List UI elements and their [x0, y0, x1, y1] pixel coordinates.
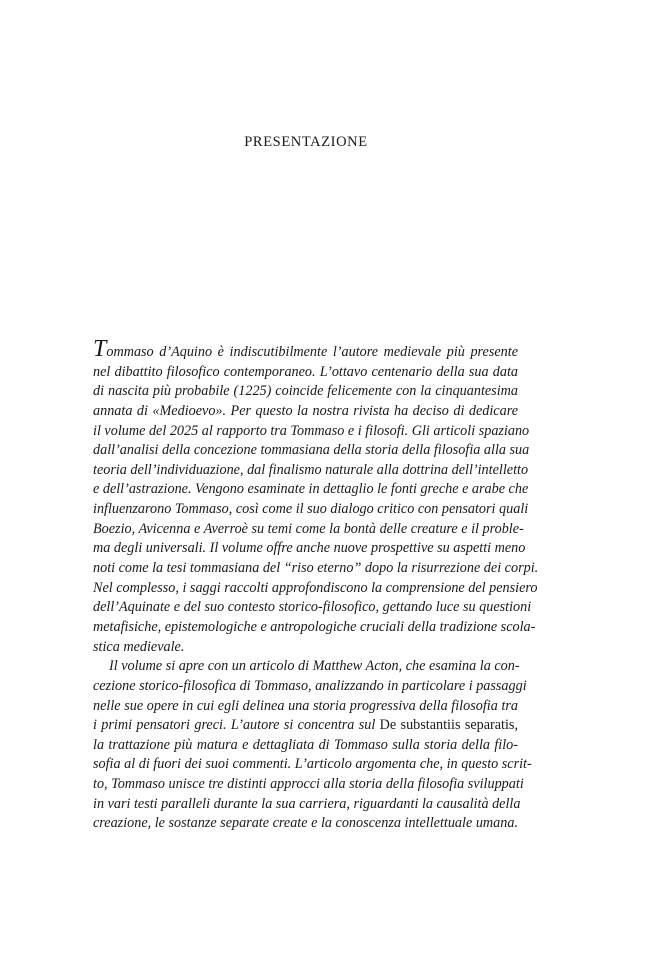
paragraph-1-line: Boezio, Avicenna e Averroè su temi come la bontà delle creature e il proble- — [93, 520, 524, 537]
paragraph-1-line: noti come la tesi tommasiana del “riso eterno” dopo la risurrezione dei corpi. — [93, 560, 539, 577]
paragraph-1-line: Tommaso d’Aquino è indiscutibilmente l’autore medievale più presente — [93, 336, 518, 362]
paragraph-1-line: influenzarono Tommaso, così come il suo dialogo critico con pensatori quali — [93, 501, 529, 518]
paragraph-1-line: dall’analisi della concezione tommasiana della storia della filosofia alla sua — [93, 442, 530, 459]
paragraph-2-line: creazione, le sostanze separate create e la conoscenza intellettuale umana. — [93, 815, 518, 832]
page-title: PRESENTAZIONE — [244, 134, 368, 150]
paragraph-1-line: ma degli universali. Il volume offre anche nuove prospettive su aspetti meno — [93, 540, 526, 557]
drop-cap: T — [93, 336, 107, 362]
paragraph-2-line: in vari testi paralleli durante la sua carriera, riguardanti la causalità della — [93, 795, 521, 812]
paragraph-2-line: to, Tommaso unisce tre distinti approcci alla storia della filosofia sviluppati — [93, 776, 524, 793]
paragraph-1-line: dell’Aquinate e del suo contesto storico-filosofico, gettando luce su questioni — [93, 599, 532, 616]
paragraph-1-line: di nascita più probabile (1225) coincide felicemente con la cinquantesima — [93, 383, 518, 400]
paragraph-1-line: stica medievale. — [93, 638, 185, 655]
paragraph-2-line: Il volume si apre con un articolo di Matthew Acton, che esamina la con- — [109, 658, 520, 675]
paragraph-2-line: sofia al di fuori dei suoi commenti. L’articolo argomenta che, in questo scrit- — [93, 756, 532, 773]
paragraph-1-line: teoria dell’individuazione, dal finalismo naturale alla dottrina dell’intelletto — [93, 461, 529, 478]
paragraph-2-line: i primi pensatori greci. L’autore si concentra sul De substantiis separatis, — [93, 717, 518, 734]
paragraph-1-line: annata di «Medioevo». Per questo la nostra rivista ha deciso di dedicare — [93, 402, 518, 419]
paragraph-2-line: nelle sue opere in cui egli delinea una storia progressiva della filosofia tra — [93, 697, 518, 714]
paragraph-2-line: cezione storico-filosofica di Tommaso, analizzando in particolare i passaggi — [93, 677, 527, 694]
paragraph-1-line: e dell’astrazione. Vengono esaminate in dettaglio le fonti greche e arabe che — [93, 481, 529, 498]
paragraph-1-line: Nel complesso, i saggi raccolti approfondiscono la comprensione del pensiero — [93, 579, 538, 596]
paragraph-1-line: il volume del 2025 al rapporto tra Tommaso e i filosofi. Gli articoli spaziano — [93, 422, 530, 439]
paragraph-1-line: nel dibattito filosofico contemporaneo. L’ottavo centenario della sua data — [93, 363, 518, 380]
body-text — [93, 336, 539, 834]
work-title: De substantiis separatis, — [379, 717, 518, 734]
paragraph-2-line: la trattazione più matura e dettagliata di Tommaso sulla storia della filo- — [93, 736, 518, 753]
paragraph-1-line: metafisiche, epistemologiche e antropologiche cruciali della tradizione scola- — [93, 618, 536, 635]
